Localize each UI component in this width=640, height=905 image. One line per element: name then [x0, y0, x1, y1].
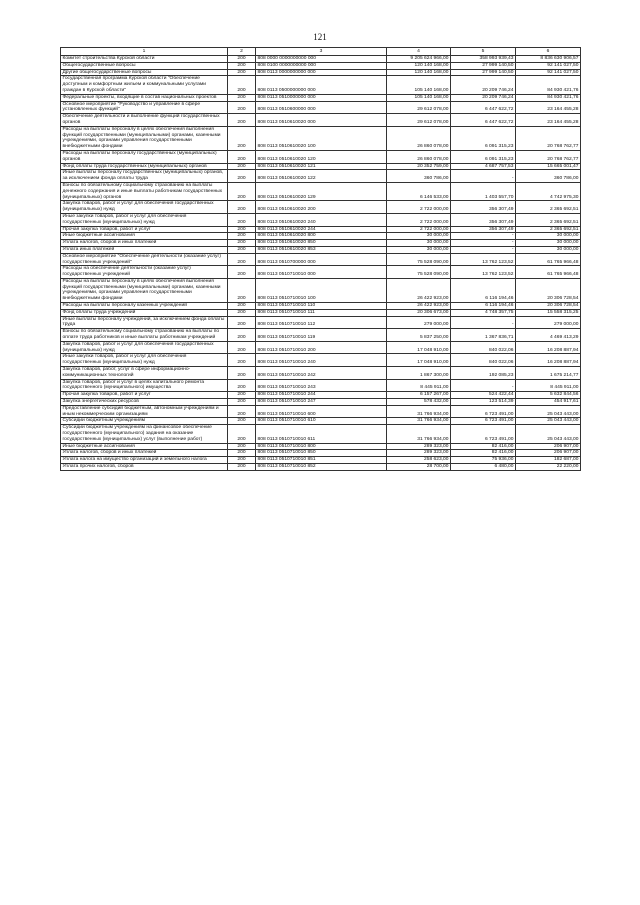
row-executed-amount-cell: 27 999 140,50	[451, 69, 516, 76]
row-budget-code-cell: 808 0113 0510000000 000	[256, 94, 387, 101]
row-remaining-amount-cell: 279 000,00	[516, 316, 581, 329]
row-budget-code-cell: 808 0113 0510710010 611	[256, 425, 387, 443]
row-approved-amount-cell: 9 205 624 966,00	[387, 56, 451, 63]
table-row	[61, 425, 581, 443]
table-row	[61, 303, 581, 310]
row-line-code-cell: 200	[228, 94, 256, 101]
row-budget-code-cell: 808 0113 0510710010 110	[256, 303, 387, 310]
row-executed-amount-cell: 840 022,06	[451, 354, 516, 367]
row-name-cell: Иные закупки товаров, работ и услуг для обеспечения государственных (муниципальных) нужд	[61, 213, 228, 226]
row-line-code-cell: 200	[228, 464, 256, 471]
row-approved-amount-cell: 26 860 078,00	[387, 150, 451, 163]
page-number: 121	[313, 32, 327, 42]
table-row	[61, 457, 581, 464]
row-remaining-amount-cell: 182 687,00	[516, 457, 581, 464]
row-budget-code-cell: 808 0113 0510710010 244	[256, 392, 387, 399]
table-row	[61, 114, 581, 127]
row-remaining-amount-cell: 16 208 887,94	[516, 341, 581, 354]
column-header: 6	[516, 48, 581, 56]
row-line-code-cell: 200	[228, 457, 256, 464]
row-name-cell: Другие общегосударственные вопросы	[61, 69, 228, 76]
row-name-cell: Предоставление субсидий бюджетным, автономным учреждениям и иным некоммерческим организациям	[61, 405, 228, 418]
row-line-code-cell: 200	[228, 329, 256, 342]
row-budget-code-cell: 808 0113 0510610020 122	[256, 170, 387, 183]
row-executed-amount-cell: -	[451, 233, 516, 240]
row-budget-code-cell: 808 0113 0510610020 121	[256, 163, 387, 170]
row-name-cell: Государственная программа Курской области "Обеспечение доступным и комфортным жильем и коммунальными услугами граждан в Курской области"	[61, 76, 228, 94]
row-line-code-cell: 200	[228, 126, 256, 150]
row-name-cell: Уплата налогов, сборов и иных платежей	[61, 240, 228, 247]
row-approved-amount-cell: 289 323,00	[387, 443, 451, 450]
row-line-code-cell: 200	[228, 418, 256, 425]
row-executed-amount-cell: 123 514,39	[451, 399, 516, 406]
table-row	[61, 309, 581, 316]
column-header: 2	[228, 48, 256, 56]
row-executed-amount-cell: -	[451, 379, 516, 392]
row-name-cell: Закупка товаров, работ и услуг для обеспечения государственных (муниципальных) нужд	[61, 341, 228, 354]
row-remaining-amount-cell: 25 043 443,00	[516, 425, 581, 443]
row-name-cell: Комитет строительства Курской области	[61, 56, 228, 63]
row-name-cell: Уплата налогов, сборов и иных платежей	[61, 450, 228, 457]
row-approved-amount-cell: 31 766 934,00	[387, 405, 451, 418]
row-remaining-amount-cell: 84 930 421,76	[516, 94, 581, 101]
header-row	[61, 48, 581, 56]
row-line-code-cell: 200	[228, 379, 256, 392]
row-approved-amount-cell: 17 048 910,00	[387, 354, 451, 367]
row-budget-code-cell: 808 0113 0510610020 120	[256, 150, 387, 163]
row-remaining-amount-cell: 22 220,00	[516, 464, 581, 471]
table-row	[61, 201, 581, 214]
row-line-code-cell: 200	[228, 150, 256, 163]
row-remaining-amount-cell: 20 306 728,54	[516, 303, 581, 310]
table-row	[61, 213, 581, 226]
table-row	[61, 62, 581, 69]
column-header: 4	[387, 48, 451, 56]
row-approved-amount-cell: 6 157 267,00	[387, 392, 451, 399]
row-executed-amount-cell: 6 447 622,72	[451, 114, 516, 127]
row-budget-code-cell: 808 0113 0510710010 100	[256, 278, 387, 302]
row-remaining-amount-cell: 454 917,61	[516, 399, 581, 406]
row-line-code-cell: 200	[228, 303, 256, 310]
row-executed-amount-cell: 82 416,00	[451, 450, 516, 457]
row-executed-amount-cell: -	[451, 316, 516, 329]
row-line-code-cell: 200	[228, 56, 256, 63]
row-remaining-amount-cell: 360 786,00	[516, 170, 581, 183]
row-approved-amount-cell: 120 140 168,00	[387, 62, 451, 69]
row-budget-code-cell: 808 0113 0510710010 243	[256, 379, 387, 392]
row-budget-code-cell: 808 0113 0510610020 853	[256, 246, 387, 253]
row-executed-amount-cell: 4 748 357,75	[451, 309, 516, 316]
row-remaining-amount-cell: 2 365 692,51	[516, 201, 581, 214]
row-remaining-amount-cell: 2 365 692,51	[516, 213, 581, 226]
row-name-cell: Закупка энергетических ресурсов	[61, 399, 228, 406]
row-name-cell: Основное мероприятие "Обеспечение деятельности (оказание услуг) государственных учреждений"	[61, 253, 228, 266]
row-remaining-amount-cell: 8 836 630 906,57	[516, 56, 581, 63]
row-name-cell: Иные закупки товаров, работ и услуг для обеспечения государственных (муниципальных) нужд	[61, 354, 228, 367]
row-budget-code-cell: 808 0113 0510710010 851	[256, 457, 387, 464]
row-executed-amount-cell: 20 209 746,24	[451, 76, 516, 94]
row-budget-code-cell: 808 0113 0510710010 111	[256, 309, 387, 316]
row-line-code-cell: 200	[228, 278, 256, 302]
row-approved-amount-cell: 2 722 000,00	[387, 226, 451, 233]
column-header: 1	[61, 48, 228, 56]
row-line-code-cell: 200	[228, 233, 256, 240]
row-approved-amount-cell: 17 048 910,00	[387, 341, 451, 354]
row-executed-amount-cell: 13 762 123,52	[451, 266, 516, 279]
row-approved-amount-cell: 5 837 250,00	[387, 329, 451, 342]
row-executed-amount-cell: 6 723 491,00	[451, 425, 516, 443]
row-remaining-amount-cell: 16 208 887,94	[516, 354, 581, 367]
row-budget-code-cell: 808 0113 0510700000 000	[256, 253, 387, 266]
row-budget-code-cell: 808 0113 0510610020 244	[256, 226, 387, 233]
row-name-cell: Иные выплаты персоналу государственных (муниципальных) органов, за исключением фонда оплаты труда	[61, 170, 228, 183]
row-executed-amount-cell: 82 416,00	[451, 443, 516, 450]
row-executed-amount-cell: 6 480,00	[451, 464, 516, 471]
table-row	[61, 341, 581, 354]
row-line-code-cell: 200	[228, 405, 256, 418]
table-row	[61, 418, 581, 425]
row-line-code-cell: 200	[228, 170, 256, 183]
row-budget-code-cell: 808 0113 0510610020 129	[256, 182, 387, 200]
row-budget-code-cell: 808 0113 0510710010 112	[256, 316, 387, 329]
row-name-cell: Прочая закупка товаров, работ и услуг	[61, 226, 228, 233]
table-row	[61, 163, 581, 170]
row-budget-code-cell: 808 0113 0510610020 240	[256, 213, 387, 226]
row-executed-amount-cell: -	[451, 170, 516, 183]
row-approved-amount-cell: 20 306 673,00	[387, 309, 451, 316]
table-row	[61, 246, 581, 253]
row-budget-code-cell: 808 0113 0510610020 200	[256, 201, 387, 214]
row-approved-amount-cell: 26 422 923,00	[387, 303, 451, 310]
row-remaining-amount-cell: 2 365 692,51	[516, 226, 581, 233]
row-executed-amount-cell: 524 422,44	[451, 392, 516, 399]
row-line-code-cell: 200	[228, 226, 256, 233]
table-row	[61, 443, 581, 450]
row-executed-amount-cell: 6 447 622,72	[451, 101, 516, 114]
row-budget-code-cell: 808 0113 0510710010 119	[256, 329, 387, 342]
table-row	[61, 69, 581, 76]
row-remaining-amount-cell: 4 469 413,29	[516, 329, 581, 342]
row-remaining-amount-cell: 92 141 027,50	[516, 62, 581, 69]
row-budget-code-cell: 808 0113 0510610020 100	[256, 126, 387, 150]
table-row	[61, 266, 581, 279]
row-budget-code-cell: 808 0113 0510710010 200	[256, 341, 387, 354]
row-name-cell: Уплата прочих налогов, сборов	[61, 464, 228, 471]
row-remaining-amount-cell: 20 768 762,77	[516, 126, 581, 150]
row-approved-amount-cell: 75 528 090,00	[387, 253, 451, 266]
row-budget-code-cell: 808 0113 0510600000 000	[256, 101, 387, 114]
row-remaining-amount-cell: 206 907,00	[516, 450, 581, 457]
table-row	[61, 182, 581, 200]
row-executed-amount-cell: 4 687 757,53	[451, 163, 516, 170]
row-approved-amount-cell: 26 422 923,00	[387, 278, 451, 302]
row-name-cell: Закупка товаров, работ, услуг в сфере информационно-коммуникационных технологий	[61, 367, 228, 380]
table-row	[61, 101, 581, 114]
row-budget-code-cell: 808 0113 0510710010 852	[256, 464, 387, 471]
row-approved-amount-cell: 20 352 759,00	[387, 163, 451, 170]
row-line-code-cell: 200	[228, 213, 256, 226]
table-row	[61, 354, 581, 367]
row-executed-amount-cell: -	[451, 240, 516, 247]
table-row	[61, 399, 581, 406]
row-name-cell: Федеральные проекты, входящие в состав национальных проектов	[61, 94, 228, 101]
row-approved-amount-cell: 6 146 533,00	[387, 182, 451, 200]
row-budget-code-cell: 808 0113 0510710010 800	[256, 443, 387, 450]
row-line-code-cell: 200	[228, 163, 256, 170]
row-approved-amount-cell: 28 700,00	[387, 464, 451, 471]
table-row	[61, 464, 581, 471]
row-budget-code-cell: 808 0113 0000000000 000	[256, 69, 387, 76]
row-remaining-amount-cell: 206 907,00	[516, 443, 581, 450]
row-name-cell: Взносы по обязательному социальному страхованию на выплаты денежного содержания и иные выплаты работникам государственных (муниципальных) органов	[61, 182, 228, 200]
row-executed-amount-cell: 20 209 746,24	[451, 94, 516, 101]
row-approved-amount-cell: 289 323,00	[387, 450, 451, 457]
row-name-cell: Субсидии бюджетным учреждениям	[61, 418, 228, 425]
row-line-code-cell: 200	[228, 309, 256, 316]
row-executed-amount-cell: 27 999 140,50	[451, 62, 516, 69]
budget-table	[60, 47, 581, 471]
row-name-cell: Прочая закупка товаров, работ и услуг	[61, 392, 228, 399]
row-approved-amount-cell: 1 867 300,00	[387, 367, 451, 380]
row-remaining-amount-cell: 1 675 214,77	[516, 367, 581, 380]
row-budget-code-cell: 808 0113 0510710010 247	[256, 399, 387, 406]
row-line-code-cell: 200	[228, 450, 256, 457]
row-approved-amount-cell: 31 766 934,00	[387, 418, 451, 425]
row-name-cell: Взносы по обязательному социальному страхованию на выплаты по оплате труда работников и иные выплаты работникам учреждений	[61, 329, 228, 342]
row-approved-amount-cell: 8 445 911,00	[387, 379, 451, 392]
row-executed-amount-cell: 13 762 123,52	[451, 253, 516, 266]
row-executed-amount-cell: -	[451, 246, 516, 253]
row-line-code-cell: 200	[228, 69, 256, 76]
row-line-code-cell: 200	[228, 182, 256, 200]
table-row	[61, 392, 581, 399]
row-budget-code-cell: 808 0113 0510710010 242	[256, 367, 387, 380]
row-remaining-amount-cell: 92 141 027,50	[516, 69, 581, 76]
row-executed-amount-cell: 356 307,49	[451, 213, 516, 226]
row-remaining-amount-cell: 15 665 001,47	[516, 163, 581, 170]
row-line-code-cell: 200	[228, 316, 256, 329]
row-approved-amount-cell: 75 528 090,00	[387, 266, 451, 279]
row-remaining-amount-cell: 25 043 443,00	[516, 405, 581, 418]
row-approved-amount-cell: 29 612 078,00	[387, 101, 451, 114]
row-executed-amount-cell: 6 091 315,23	[451, 150, 516, 163]
row-line-code-cell: 200	[228, 76, 256, 94]
row-remaining-amount-cell: 15 558 315,25	[516, 309, 581, 316]
row-line-code-cell: 200	[228, 62, 256, 69]
row-approved-amount-cell: 30 000,00	[387, 246, 451, 253]
row-name-cell: Иные бюджетные ассигнования	[61, 443, 228, 450]
row-executed-amount-cell: 356 307,49	[451, 201, 516, 214]
row-executed-amount-cell: 192 085,23	[451, 367, 516, 380]
table-row	[61, 253, 581, 266]
row-approved-amount-cell: 2 722 000,00	[387, 201, 451, 214]
row-approved-amount-cell: 258 623,00	[387, 457, 451, 464]
table-row	[61, 329, 581, 342]
row-line-code-cell: 200	[228, 399, 256, 406]
column-header: 5	[451, 48, 516, 56]
row-name-cell: Фонд оплаты труда государственных (муниципальных) органов	[61, 163, 228, 170]
row-name-cell: Субсидии бюджетным учреждениям на финансовое обеспечение государственного (муниципального) задания на оказание государственных (муниципальных) услуг (выполнение работ)	[61, 425, 228, 443]
row-remaining-amount-cell: 30 000,00	[516, 233, 581, 240]
row-remaining-amount-cell: 23 164 455,28	[516, 114, 581, 127]
row-name-cell: Общегосударственные вопросы	[61, 62, 228, 69]
row-remaining-amount-cell: 84 930 421,76	[516, 76, 581, 94]
row-approved-amount-cell: 2 722 000,00	[387, 213, 451, 226]
row-line-code-cell: 200	[228, 240, 256, 247]
row-remaining-amount-cell: 23 164 455,28	[516, 101, 581, 114]
row-approved-amount-cell: 30 000,00	[387, 240, 451, 247]
row-line-code-cell: 200	[228, 253, 256, 266]
row-remaining-amount-cell: 61 765 966,48	[516, 266, 581, 279]
table-row	[61, 94, 581, 101]
row-name-cell: Расходы на выплаты персоналу в целях обеспечения выполнения функций государственными (муниципальными) органами, казенными учреждениями, органами управления государственными внебюджетными фондами	[61, 126, 228, 150]
row-name-cell: Уплата налога на имущество организаций и земельного налога	[61, 457, 228, 464]
row-budget-code-cell: 808 0113 0510710010 850	[256, 450, 387, 457]
row-name-cell: Обеспечение деятельности и выполнение функций государственных органов	[61, 114, 228, 127]
row-remaining-amount-cell: 20 768 762,77	[516, 150, 581, 163]
row-approved-amount-cell: 26 860 078,00	[387, 126, 451, 150]
row-approved-amount-cell: 29 612 078,00	[387, 114, 451, 127]
table-row	[61, 450, 581, 457]
row-remaining-amount-cell: 25 043 443,00	[516, 418, 581, 425]
row-executed-amount-cell: 75 936,00	[451, 457, 516, 464]
row-approved-amount-cell: 31 766 934,00	[387, 425, 451, 443]
row-remaining-amount-cell: 4 742 975,30	[516, 182, 581, 200]
table-row	[61, 278, 581, 302]
row-line-code-cell: 200	[228, 341, 256, 354]
row-budget-code-cell: 808 0113 0510610020 000	[256, 114, 387, 127]
row-budget-code-cell: 808 0100 0000000000 000	[256, 62, 387, 69]
row-remaining-amount-cell: 30 000,00	[516, 240, 581, 247]
row-executed-amount-cell: 6 091 315,23	[451, 126, 516, 150]
row-line-code-cell: 200	[228, 246, 256, 253]
row-budget-code-cell: 808 0113 0510710010 000	[256, 266, 387, 279]
row-line-code-cell: 200	[228, 425, 256, 443]
row-approved-amount-cell: 105 140 168,00	[387, 94, 451, 101]
row-line-code-cell: 200	[228, 367, 256, 380]
row-line-code-cell: 200	[228, 114, 256, 127]
table-row	[61, 379, 581, 392]
table-row	[61, 170, 581, 183]
row-approved-amount-cell: 578 432,00	[387, 399, 451, 406]
row-name-cell: Основное мероприятие "Руководство и управление в сфере установленных функций"	[61, 101, 228, 114]
column-header: 3	[256, 48, 387, 56]
row-name-cell: Фонд оплаты труда учреждений	[61, 309, 228, 316]
row-budget-code-cell: 808 0113 0510710010 610	[256, 418, 387, 425]
table-row	[61, 126, 581, 150]
row-budget-code-cell: 808 0113 0510610020 800	[256, 233, 387, 240]
row-remaining-amount-cell: 8 445 911,00	[516, 379, 581, 392]
row-name-cell: Иные выплаты персоналу учреждений, за исключением фонда оплаты труда	[61, 316, 228, 329]
table-row	[61, 316, 581, 329]
row-name-cell: Закупка товаров, работ и услуг в целях капитального ремонта государственного (муниципального) имущества	[61, 379, 228, 392]
row-name-cell: Иные бюджетные ассигнования	[61, 233, 228, 240]
table-row	[61, 233, 581, 240]
row-line-code-cell: 200	[228, 201, 256, 214]
row-remaining-amount-cell: 30 000,00	[516, 246, 581, 253]
row-remaining-amount-cell: 61 765 966,48	[516, 253, 581, 266]
row-name-cell: Расходы на выплаты персоналу казенных учреждений	[61, 303, 228, 310]
row-line-code-cell: 200	[228, 392, 256, 399]
row-name-cell: Закупка товаров, работ и услуг для обеспечения государственных (муниципальных) нужд	[61, 201, 228, 214]
row-remaining-amount-cell: 20 306 728,54	[516, 278, 581, 302]
row-executed-amount-cell: 358 993 939,43	[451, 56, 516, 63]
row-executed-amount-cell: 6 116 194,46	[451, 278, 516, 302]
row-line-code-cell: 200	[228, 101, 256, 114]
row-line-code-cell: 200	[228, 266, 256, 279]
row-approved-amount-cell: 30 000,00	[387, 233, 451, 240]
row-approved-amount-cell: 279 000,00	[387, 316, 451, 329]
row-executed-amount-cell: 6 116 194,46	[451, 303, 516, 310]
row-name-cell: Расходы на обеспечение деятельности (оказание услуг) государственных учреждений	[61, 266, 228, 279]
row-executed-amount-cell: 356 307,49	[451, 226, 516, 233]
row-remaining-amount-cell: 5 632 844,56	[516, 392, 581, 399]
table-row	[61, 367, 581, 380]
row-approved-amount-cell: 105 140 168,00	[387, 76, 451, 94]
row-budget-code-cell: 808 0000 0000000000 000	[256, 56, 387, 63]
table-row	[61, 405, 581, 418]
table-row	[61, 226, 581, 233]
table-row	[61, 240, 581, 247]
row-executed-amount-cell: 6 723 491,00	[451, 418, 516, 425]
table-row	[61, 150, 581, 163]
table-row	[61, 56, 581, 63]
row-executed-amount-cell: 840 022,06	[451, 341, 516, 354]
row-name-cell: Расходы на выплаты персоналу государственных (муниципальных) органов	[61, 150, 228, 163]
row-name-cell: Уплата иных платежей	[61, 246, 228, 253]
row-approved-amount-cell: 360 786,00	[387, 170, 451, 183]
row-budget-code-cell: 808 0113 0510610020 850	[256, 240, 387, 247]
row-budget-code-cell: 808 0113 0510710010 600	[256, 405, 387, 418]
row-budget-code-cell: 808 0113 0510710010 240	[256, 354, 387, 367]
row-executed-amount-cell: 1 403 557,70	[451, 182, 516, 200]
row-executed-amount-cell: 1 367 836,71	[451, 329, 516, 342]
row-line-code-cell: 200	[228, 354, 256, 367]
row-executed-amount-cell: 6 723 491,00	[451, 405, 516, 418]
table-row	[61, 76, 581, 94]
row-budget-code-cell: 808 0113 0500000000 000	[256, 76, 387, 94]
row-line-code-cell: 200	[228, 443, 256, 450]
row-name-cell: Расходы на выплаты персоналу в целях обеспечения выполнения функций государственными (муниципальными) органами, казенными учреждениями, органами управления государственными внебюджетными фондами	[61, 278, 228, 302]
row-approved-amount-cell: 120 140 168,00	[387, 69, 451, 76]
